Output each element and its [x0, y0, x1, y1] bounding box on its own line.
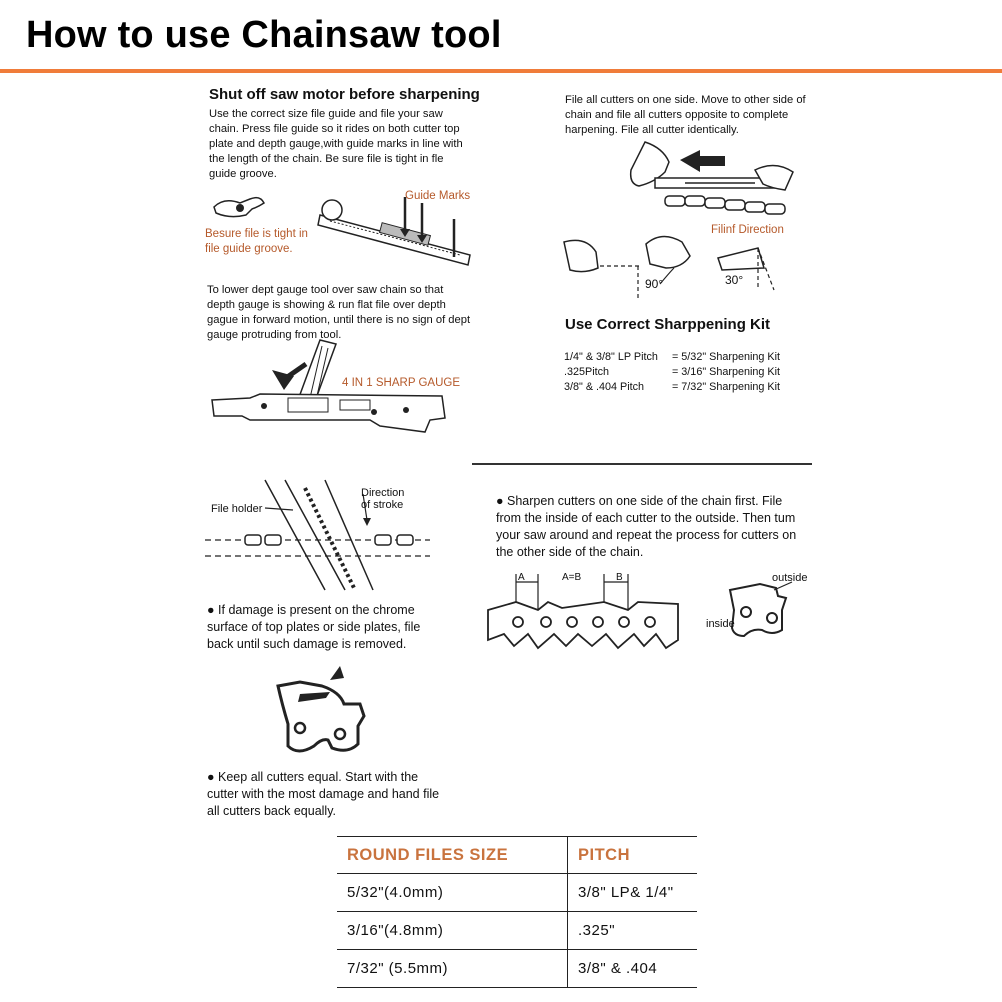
section-divider	[472, 463, 812, 465]
kit-row-kit: = 7/32" Sharpening Kit	[672, 381, 780, 393]
sharp-gauge-illustration	[210, 340, 460, 440]
table-cell: 3/8" & .404	[568, 950, 698, 988]
guide-marks-label: Guide Marks	[405, 190, 471, 202]
table-row	[337, 912, 697, 950]
direction-of-stroke-label: Direction of stroke	[361, 487, 405, 511]
sharp-gauge-label: 4 IN 1 SHARP GAUGE	[342, 377, 461, 389]
file-holder-label: File holder	[211, 503, 263, 515]
label-a: A	[518, 572, 525, 583]
kit-row	[564, 350, 780, 395]
damage-text: ● If damage is present on the chrome surface of top plates or side plates, file back until such damage is removed.	[207, 603, 421, 651]
table-header: ROUND FILES SIZE	[337, 837, 568, 874]
besure-label: Besure file is tight in file guide groove.	[205, 228, 308, 255]
round-files-table	[337, 836, 697, 988]
table-cell: 3/16"(4.8mm)	[337, 912, 568, 950]
angle-30-label: 30°	[725, 273, 744, 287]
filing-hand-illustration	[625, 140, 800, 220]
sharpen-side-text: ● Sharpen cutters on one side of the chain first. File from the inside of each cutter to the outside. Then tum your saw around and repeat the process for cutters on the other side of the chain.	[496, 494, 797, 559]
table-header: PITCH	[568, 837, 698, 874]
kit-row-pitch: 1/4" & 3/8" LP Pitch	[564, 351, 658, 363]
table-header-row	[337, 837, 697, 874]
angle-illustration	[562, 228, 802, 300]
kit-row-pitch: 3/8" & .404 Pitch	[564, 381, 645, 393]
title-divider	[0, 69, 1002, 73]
cutter-inside-outside-illustration	[720, 580, 800, 640]
page-title: How to use Chainsaw tool	[26, 14, 502, 56]
kit-row-pitch: .325Pitch	[564, 366, 610, 378]
chain-side-illustration	[488, 570, 688, 660]
kit-row-kit: = 3/16" Sharpening Kit	[672, 366, 780, 378]
section-text-file-guide: Use the correct size file guide and file your saw chain. Press file guide so it rides on both cutter top plate and depth gauge,with guide marks in line with the length of the chain. Be sure file is tight in fle guide groove.	[209, 108, 463, 180]
table-cell: .325"	[568, 912, 698, 950]
table-cell: 3/8" LP& 1/4"	[568, 874, 698, 912]
outside-label: outside	[772, 572, 808, 584]
inside-label: inside	[706, 618, 735, 630]
label-b: B	[616, 572, 623, 583]
cutter-illustration	[270, 664, 370, 764]
sharpening-kit-heading: Use Correct Sharppening Kit	[565, 316, 771, 333]
table-row	[337, 950, 697, 988]
section-heading-shut-off: Shut off saw motor before sharpening	[209, 86, 480, 103]
depth-gauge-text: To lower dept gauge tool over saw chain so that depth gauge is showing & run flat file over depth gague in forward motion, until there is no sign of dept gauge protruding from tool.	[207, 284, 471, 341]
table-row	[337, 874, 697, 912]
label-a-equals-b: A=B	[562, 572, 582, 583]
table-cell: 7/32" (5.5mm)	[337, 950, 568, 988]
kit-row-kit: = 5/32" Sharpening Kit	[672, 351, 780, 363]
keep-equal-text: ● Keep all cutters equal. Start with the cutter with the most damage and hand file all cutters back equally.	[207, 770, 440, 818]
angle-90-label: 90°	[645, 277, 664, 291]
table-cell: 5/32"(4.0mm)	[337, 874, 568, 912]
filing-direction-label: Filinf Direction	[711, 224, 784, 236]
file-cutters-text: File all cutters on one side. Move to other side of chain and file all cutters opposite to complete harpening. File all cutter identically.	[565, 94, 806, 136]
